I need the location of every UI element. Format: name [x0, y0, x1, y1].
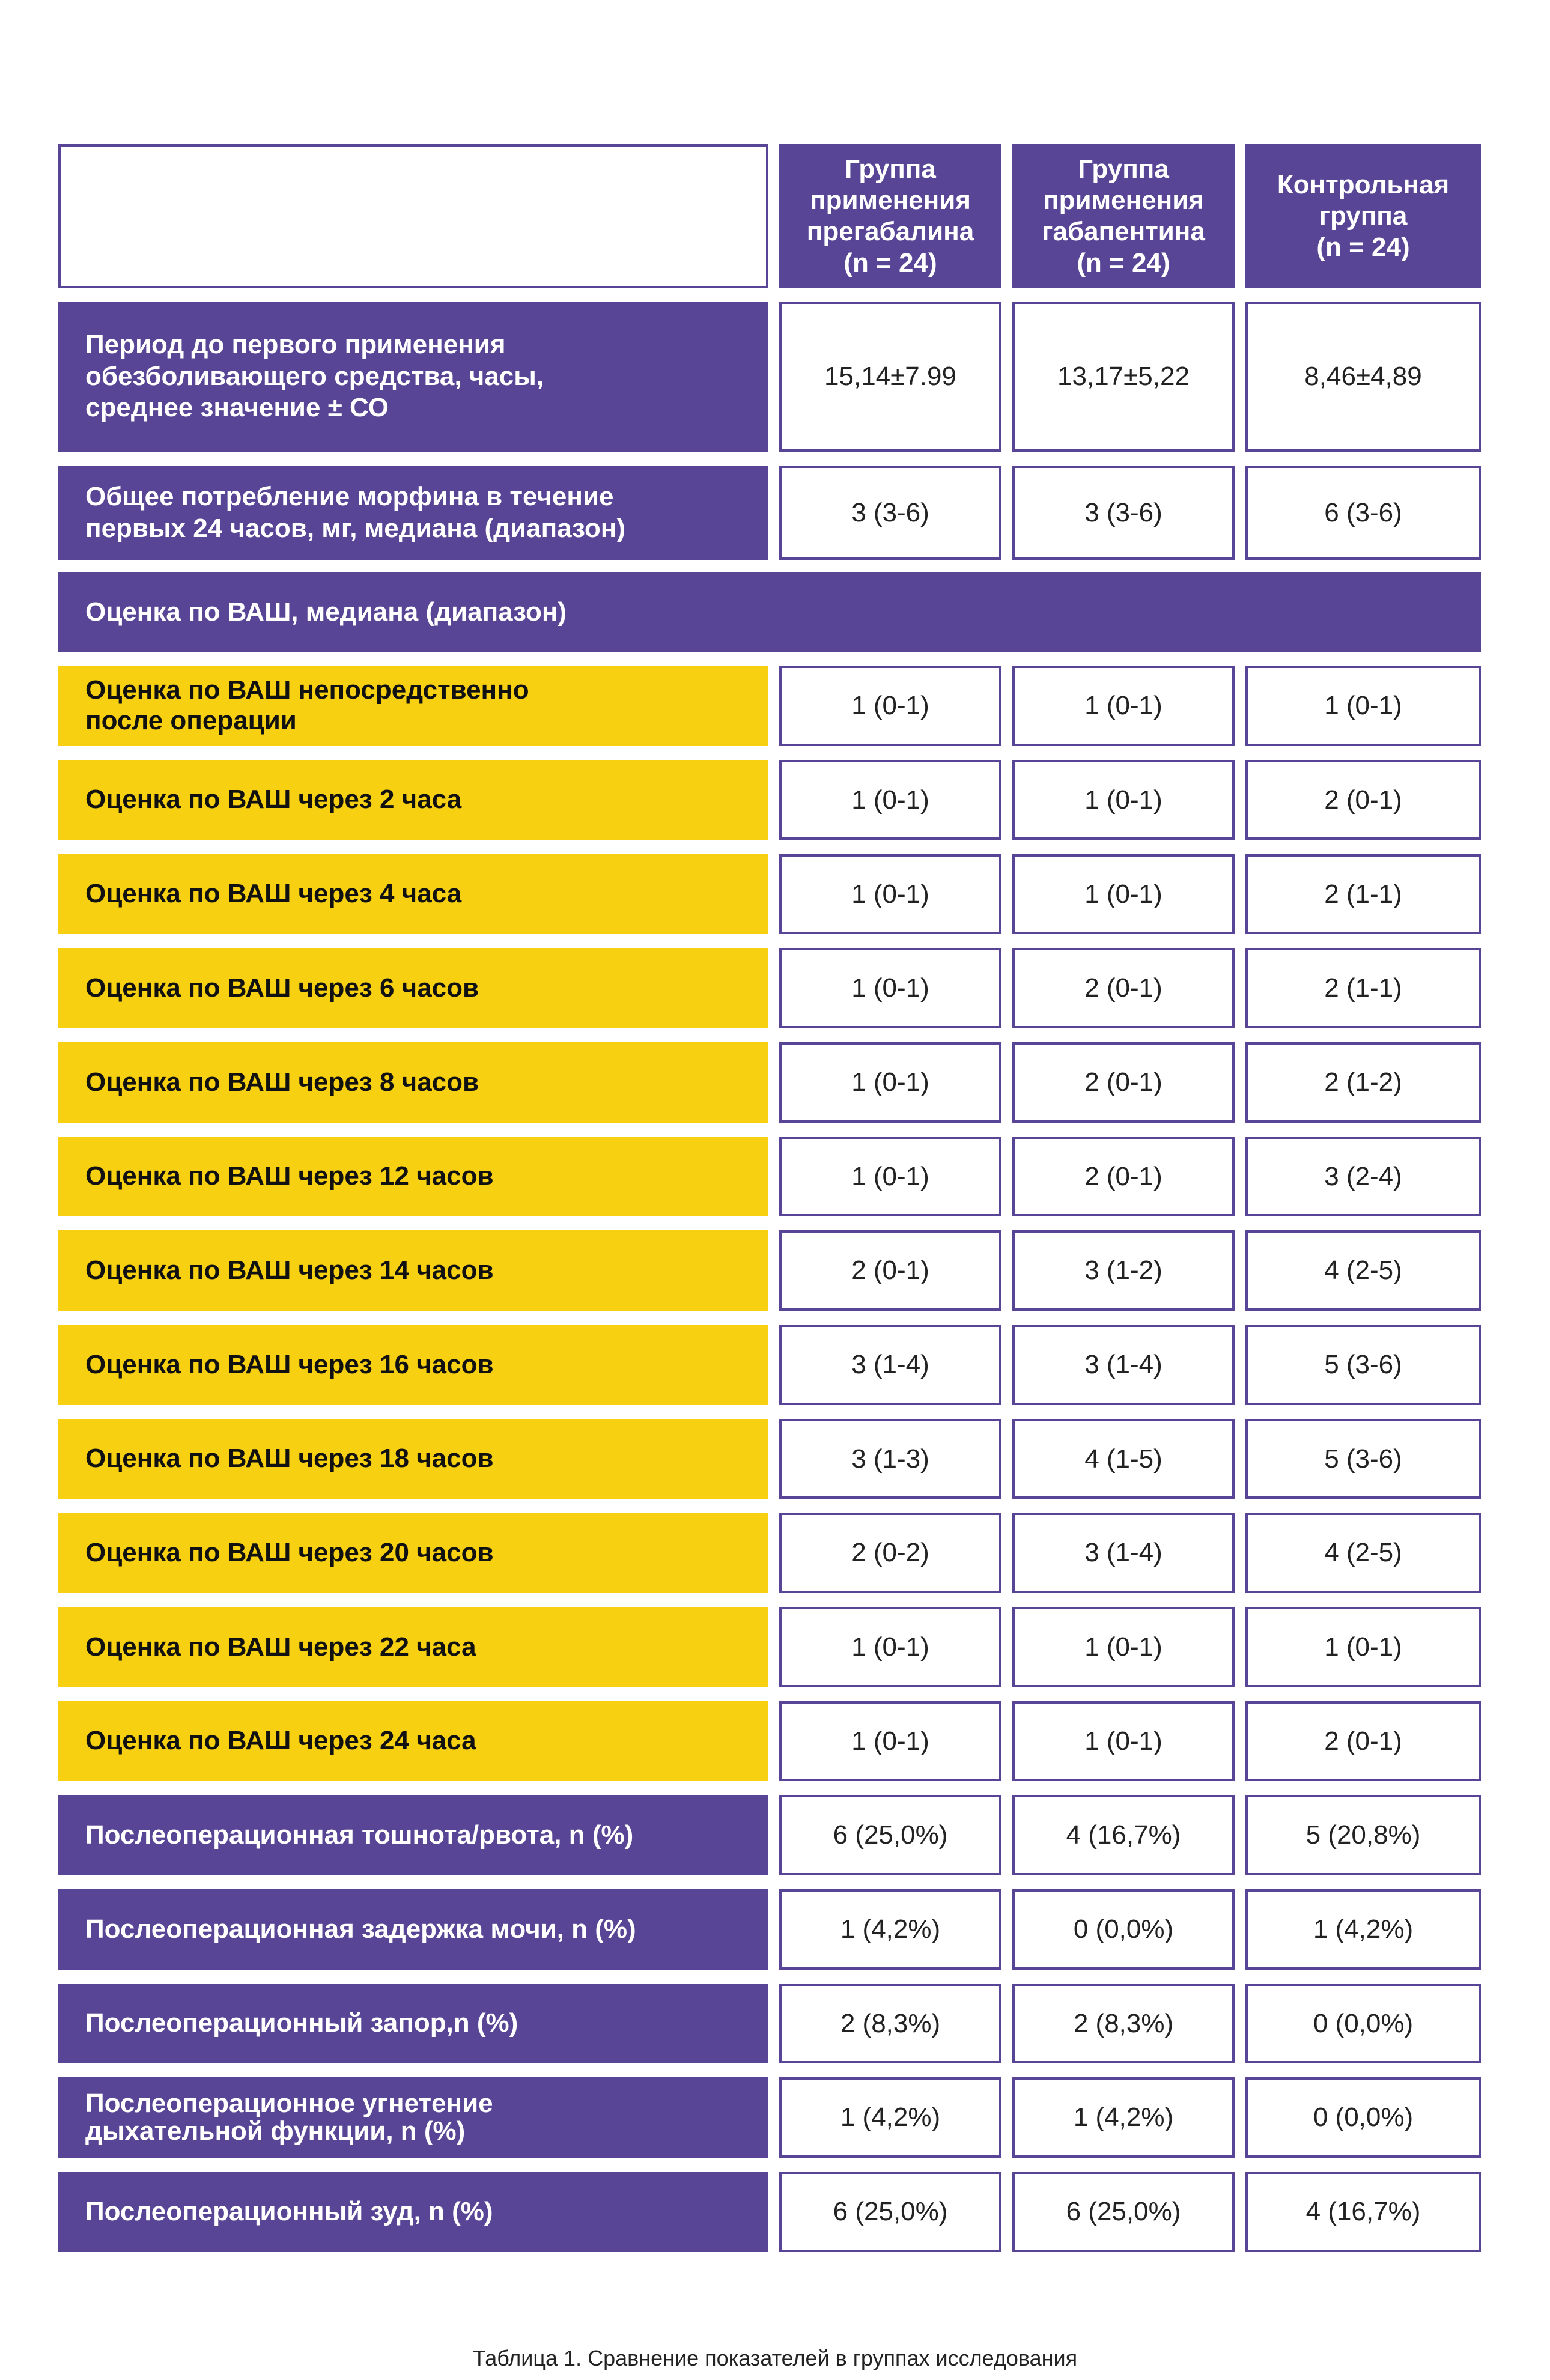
table-cell: 2 (1-1) [1245, 948, 1481, 1028]
section-header-vas: Оценка по ВАШ, медиана (диапазон) [58, 572, 1481, 652]
table-cell: 1 (0-1) [1012, 666, 1235, 746]
row-label: Оценка по ВАШ через 12 часов [58, 1137, 768, 1216]
row-label: Послеоперационная тошнота/рвота, n (%) [58, 1795, 768, 1875]
table-cell: 8,46±4,89 [1245, 302, 1481, 452]
row-label: Оценка по ВАШ через 2 часа [58, 760, 768, 840]
table-cell: 1 (0-1) [779, 1137, 1001, 1216]
table-cell: 1 (0-1) [1012, 1701, 1235, 1781]
table-cell: 2 (8,3%) [779, 1984, 1001, 2063]
table-cell: 6 (3-6) [1245, 466, 1481, 560]
row-label: Оценка по ВАШ через 4 часа [58, 854, 768, 934]
header-pregabalin: Группа применения прегабалина (n = 24) [779, 144, 1001, 288]
table-cell: 2 (0-1) [1012, 1042, 1235, 1123]
table-cell: 1 (4,2%) [779, 1889, 1001, 1970]
row-label: Оценка по ВАШ через 16 часов [58, 1325, 768, 1405]
table-cell: 0 (0,0%) [1245, 1984, 1481, 2063]
table-cell: 2 (8,3%) [1012, 1984, 1235, 2063]
row-label: Послеоперационное угнетение дыхательной функции, n (%) [58, 2077, 768, 2158]
table-cell: 1 (0-1) [779, 854, 1001, 934]
table-cell: 2 (0-1) [1012, 948, 1235, 1028]
table-cell: 2 (0-1) [1012, 1137, 1235, 1216]
table-cell: 3 (3-6) [779, 466, 1001, 560]
table-cell: 6 (25,0%) [1012, 2172, 1235, 2252]
table-cell: 1 (4,2%) [1245, 1889, 1481, 1970]
table-cell: 2 (0-1) [1245, 760, 1481, 840]
table-cell: 3 (2-4) [1245, 1137, 1481, 1216]
table-cell: 5 (3-6) [1245, 1419, 1481, 1499]
row-label: Оценка по ВАШ через 22 часа [58, 1607, 768, 1687]
table-cell: 3 (1-4) [1012, 1325, 1235, 1405]
table-cell: 1 (0-1) [779, 666, 1001, 746]
row-label: Оценка по ВАШ через 14 часов [58, 1230, 768, 1311]
table-cell: 6 (25,0%) [779, 1795, 1001, 1875]
table-cell: 2 (1-2) [1245, 1042, 1481, 1123]
row-label: Оценка по ВАШ через 18 часов [58, 1419, 768, 1499]
table-cell: 2 (1-1) [1245, 854, 1481, 934]
table-cell: 0 (0,0%) [1012, 1889, 1235, 1970]
table-cell: 3 (1-2) [1012, 1230, 1235, 1311]
row-label: Оценка по ВАШ непосредственно после операции [58, 666, 768, 746]
table-cell: 1 (0-1) [779, 760, 1001, 840]
table-cell: 4 (2-5) [1245, 1230, 1481, 1311]
table-cell: 4 (16,7%) [1245, 2172, 1481, 2252]
row-label: Период до первого применения обезболивающего средства, часы, среднее значение ± СО [58, 302, 768, 452]
table-cell: 1 (0-1) [1012, 1607, 1235, 1687]
table-cell: 5 (20,8%) [1245, 1795, 1481, 1875]
table-cell: 1 (4,2%) [1012, 2077, 1235, 2158]
row-label: Оценка по ВАШ через 8 часов [58, 1042, 768, 1123]
row-label: Оценка по ВАШ через 20 часов [58, 1513, 768, 1593]
header-control: Контрольная группа (n = 24) [1245, 144, 1481, 288]
row-label: Послеоперационный зуд, n (%) [58, 2172, 768, 2252]
table-cell: 5 (3-6) [1245, 1325, 1481, 1405]
table-cell: 3 (1-4) [1012, 1513, 1235, 1593]
table-cell: 2 (0-1) [1245, 1701, 1481, 1781]
table-cell: 1 (0-1) [779, 1607, 1001, 1687]
table-cell: 4 (16,7%) [1012, 1795, 1235, 1875]
table-cell: 1 (0-1) [1012, 760, 1235, 840]
table-cell: 1 (0-1) [779, 1042, 1001, 1123]
row-label: Оценка по ВАШ через 24 часа [58, 1701, 768, 1781]
table-cell: 15,14±7.99 [779, 302, 1001, 452]
table-cell: 2 (0-1) [779, 1230, 1001, 1311]
row-label: Оценка по ВАШ через 6 часов [58, 948, 768, 1028]
table-cell: 0 (0,0%) [1245, 2077, 1481, 2158]
table-cell: 4 (1-5) [1012, 1419, 1235, 1499]
table-cell: 1 (0-1) [1245, 1607, 1481, 1687]
table-cell: 3 (1-3) [779, 1419, 1001, 1499]
header-gabapentin: Группа применения габапентина (n = 24) [1012, 144, 1235, 288]
table-cell: 1 (4,2%) [779, 2077, 1001, 2158]
table-cell: 1 (0-1) [1012, 854, 1235, 934]
table-cell: 13,17±5,22 [1012, 302, 1235, 452]
table-cell: 1 (0-1) [1245, 666, 1481, 746]
table-caption: Таблица 1. Сравнение показателей в группах исследования [472, 2346, 1078, 2370]
table-cell: 1 (0-1) [779, 1701, 1001, 1781]
table-cell: 3 (3-6) [1012, 466, 1235, 560]
table-cell: 3 (1-4) [779, 1325, 1001, 1405]
row-label: Общее потребление морфина в течение первых 24 часов, мг, медиана (диапазон) [58, 466, 768, 560]
table-cell: 6 (25,0%) [779, 2172, 1001, 2252]
table-corner [58, 144, 768, 288]
row-label: Послеоперационная задержка мочи, n (%) [58, 1889, 768, 1970]
table-cell: 4 (2-5) [1245, 1513, 1481, 1593]
row-label: Послеоперационный запор,n (%) [58, 1984, 768, 2063]
table-cell: 2 (0-2) [779, 1513, 1001, 1593]
table-cell: 1 (0-1) [779, 948, 1001, 1028]
